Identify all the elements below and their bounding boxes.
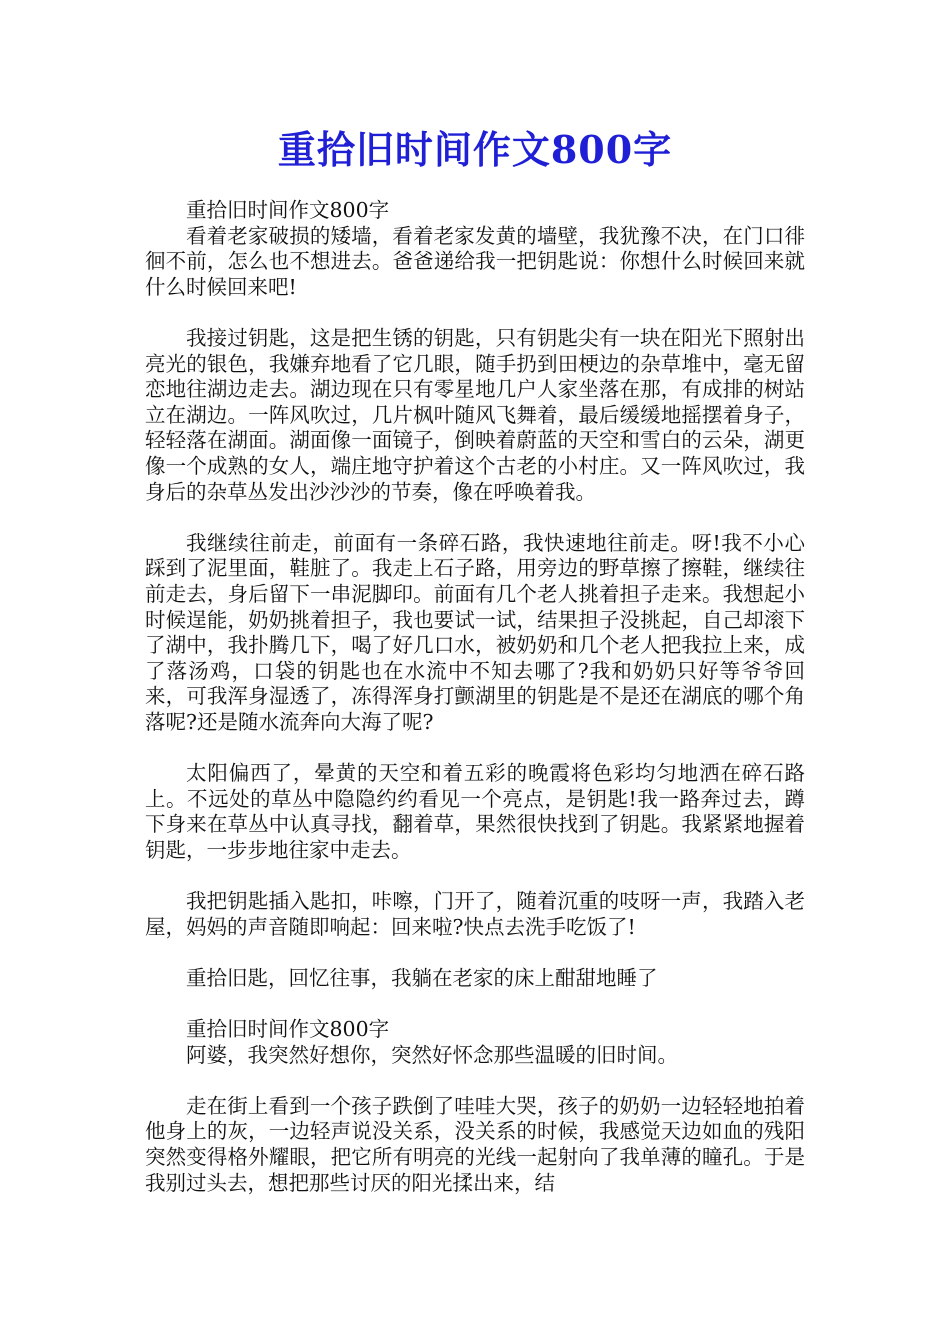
document-title: 重拾旧时间作文800字 [277,127,673,172]
section-2-subtitle: 重拾旧时间作文800字 [186,1017,390,1041]
section-1-subtitle: 重拾旧时间作文800字 [186,198,390,222]
document-body [145,198,805,1196]
paragraph: 我继续往前走，前面有一条碎石路，我快速地往前走。呀!我不小心踩到了泥里面，鞋脏了。我走上石子路，用旁边的野草擦了擦鞋，继续往前走去，身后留下一串泥脚印。前面有几个老人挑着担子走来。我想起小时候逞能，奶奶挑着担子，我也要试一试，结果担子没挑起，自己却滚下了湖中，我扑腾几下，喝了好几口水，被奶奶和几个老人把我拉上来，成了落汤鸡，口袋的钥匙也在水流中不知去哪了?我和奶奶只好等爷爷回来，可我浑身湿透了，冻得浑身打颤湖里的钥匙是不是还在湖底的哪个角落呢?还是随水流奔向大海了呢? [145,530,805,734]
paragraph: 我把钥匙插入匙扣，咔嚓，门开了，随着沉重的吱呀一声，我踏入老屋，妈妈的声音随即响起：回来啦?快点去洗手吃饭了! [145,889,805,939]
paragraph: 走在街上看到一个孩子跌倒了哇哇大哭，孩子的奶奶一边轻轻地拍着他身上的灰，一边轻声说没关系，没关系的时候，我感觉天边如血的残阳突然变得格外耀眼，把它所有明亮的光线一起射向了我单薄的瞳孔。于是我别过头去，想把那些讨厌的阳光揉出来，结 [145,1093,805,1195]
paragraph: 阿婆，我突然好想你，突然好怀念那些温暖的旧时间。 [186,1042,678,1067]
paragraph: 太阳偏西了，晕黄的天空和着五彩的晚霞将色彩均匀地洒在碎石路上。不远处的草丛中隐隐约约看见一个亮点，是钥匙!我一路奔过去，蹲下身来在草丛中认真寻找，翻着草，果然很快找到了钥匙。我紧紧地握着钥匙，一步步地往家中走去。 [145,761,805,862]
paragraph: 重拾旧匙，回忆往事，我躺在老家的床上酣甜地睡了 [186,965,658,990]
paragraph: 看着老家破损的矮墙，看着老家发黄的墙壁，我犹豫不决，在门口徘徊不前，怎么也不想进去。爸爸递给我一把钥匙说：你想什么时候回来就什么时候回来吧! [145,223,805,299]
paragraph: 我接过钥匙，这是把生锈的钥匙，只有钥匙尖有一块在阳光下照射出亮光的银色，我嫌弃地看了它几眼，随手扔到田梗边的杂草堆中，毫无留恋地往湖边走去。湖边现在只有零星地几户人家坐落在那，有成排的树站立在湖边。一阵风吹过，几片枫叶随风飞舞着，最后缓缓地摇摆着身子，轻轻落在湖面。湖面像一面镜子，倒映着蔚蓝的天空和雪白的云朵，湖更像一个成熟的女人，端庄地守护着这个古老的小村庄。又一阵风吹过，我身后的杂草丛发出沙沙沙的节奏，像在呼唤着我。 [145,325,805,504]
